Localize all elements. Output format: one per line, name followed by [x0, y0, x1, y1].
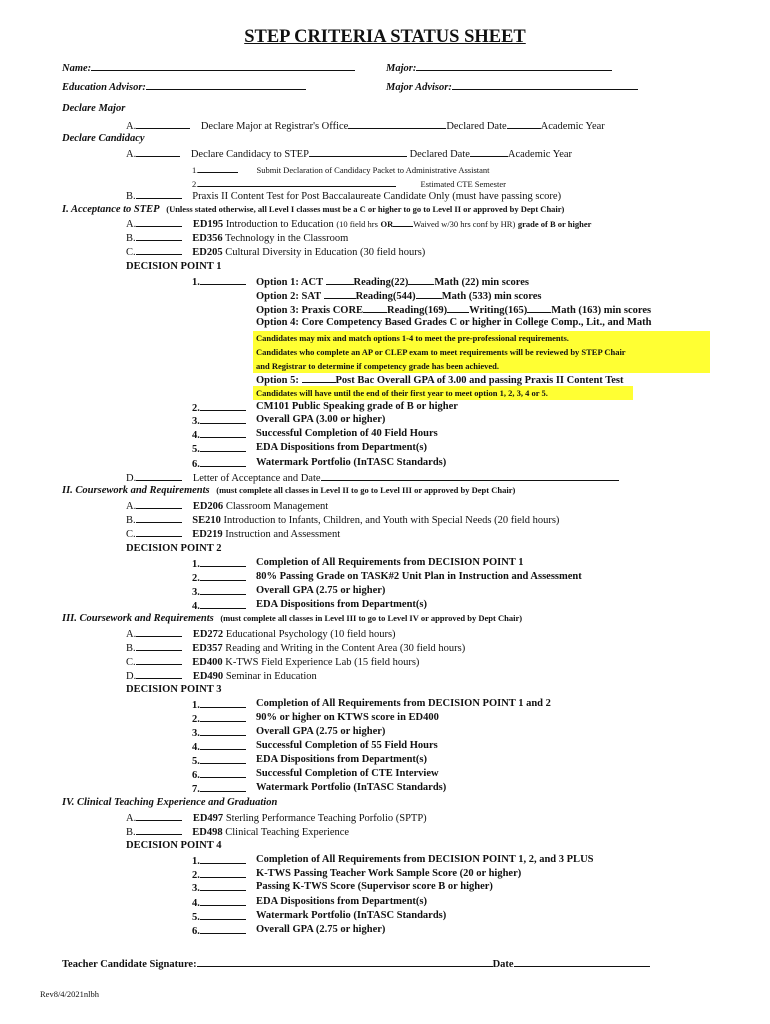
- option1-math: Math (22) min scores: [434, 277, 529, 288]
- highlight-line1: Candidates may mix and match options 1-4 to meet the pre-professional requirements.: [256, 333, 569, 343]
- item-num: 3.: [192, 416, 200, 427]
- course-check[interactable]: [136, 526, 182, 537]
- course-note-hrs: (10 field hrs: [336, 219, 378, 229]
- course-title: Sterling Performance Teaching Porfolio (SPTP): [225, 813, 427, 824]
- item-num: 4.: [192, 601, 200, 612]
- course-check[interactable]: [136, 244, 182, 255]
- item-num: 3.: [192, 587, 200, 598]
- course-check[interactable]: [136, 810, 182, 821]
- major-label: Major:: [386, 63, 417, 74]
- declare-major-prefix: A.: [126, 121, 137, 132]
- item-check[interactable]: [200, 456, 246, 467]
- course-title: Clinical Teaching Experience: [225, 827, 350, 838]
- item-check[interactable]: [200, 909, 246, 920]
- item-text: Watermark Portfolio (InTASC Standards): [256, 910, 447, 921]
- section2-course: [126, 526, 340, 542]
- item-check[interactable]: [200, 867, 246, 878]
- major-field[interactable]: [386, 60, 612, 76]
- decision-point-1-title: DECISION POINT 1: [126, 261, 222, 272]
- declare-candidacy-date-label: Declared Date: [409, 149, 470, 160]
- course-code: ED219: [192, 529, 223, 540]
- declare-major-row: [126, 118, 605, 134]
- section3-note: (must complete all classes in Level III to go to Level IV or approved by Dept Chair): [220, 613, 523, 623]
- course-title: Cultural Diversity in Education (30 field hours): [225, 247, 426, 258]
- course-check[interactable]: [136, 512, 182, 523]
- course-code: ED498: [192, 827, 223, 838]
- declare-major-check[interactable]: [136, 118, 190, 129]
- option3-label: Option 3: Praxis CORE: [256, 305, 364, 316]
- option2-math: Math (533) min scores: [441, 291, 542, 302]
- item-check[interactable]: [200, 895, 246, 906]
- item-num: 2.: [192, 714, 200, 725]
- item-check[interactable]: [200, 400, 246, 411]
- candidacy-b-text: Praxis II Content Test for Post Baccalaureate Candidate Only (must have passing score): [192, 191, 562, 202]
- course-code: ED195: [192, 219, 224, 230]
- item-num: 1.: [192, 277, 200, 288]
- highlight-line4: Candidates will have until the end of their first year to meet option 1, 2, 3, 4 or 5.: [256, 388, 548, 398]
- item-num: 6.: [192, 459, 200, 470]
- course-code: ED206: [192, 501, 224, 512]
- d-prefix: D.: [126, 473, 137, 484]
- course-prefix: D.: [126, 671, 137, 682]
- course-code: ED497: [192, 813, 224, 824]
- option5-label: Option 5:: [256, 375, 299, 386]
- item-text: Completion of All Requirements from DECISION POINT 1, 2, and 3 PLUS: [256, 854, 594, 865]
- education-advisor-input[interactable]: [146, 79, 306, 90]
- item-check[interactable]: [200, 711, 246, 722]
- declare-major-date-input[interactable]: [507, 118, 541, 129]
- candidacy-sub2-prefix: 2.: [192, 179, 199, 189]
- dp1-item-5: [192, 441, 428, 457]
- declare-major-blank[interactable]: [348, 118, 446, 129]
- decision-point-3-title: DECISION POINT 3: [126, 684, 222, 695]
- item-text: Completion of All Requirements from DECISION POINT 1: [256, 557, 524, 568]
- item-num: 5.: [192, 444, 200, 455]
- course-prefix: C.: [126, 529, 136, 540]
- section4-course: [126, 824, 349, 840]
- declare-candidacy-blank[interactable]: [309, 146, 407, 157]
- item-check[interactable]: [200, 570, 246, 581]
- signature-input[interactable]: [197, 956, 493, 967]
- section2-note: (must complete all classes in Level II to go to Level III or approved by Dept Chair): [216, 485, 516, 495]
- option3-reading: Reading(169): [387, 305, 448, 316]
- dp4-item: [192, 880, 493, 896]
- declare-candidacy-date-input[interactable]: [470, 146, 508, 157]
- item-text: Overall GPA (2.75 or higher): [256, 585, 386, 596]
- item-num: 2.: [192, 573, 200, 584]
- act-reading-input[interactable]: [326, 274, 354, 285]
- d-text: Letter of Acceptance and Date: [192, 473, 321, 484]
- major-advisor-field[interactable]: [386, 79, 638, 95]
- course-grade-note: grade of B or higher: [517, 219, 592, 229]
- item-num: 5.: [192, 756, 200, 767]
- name-input[interactable]: [91, 60, 355, 71]
- major-input[interactable]: [416, 60, 612, 71]
- sat-reading-input[interactable]: [324, 288, 356, 299]
- item-text: Completion of All Requirements from DECISION POINT 1 and 2: [256, 698, 551, 709]
- course-title: Classroom Management: [225, 501, 329, 512]
- section1-note: (Unless stated otherwise, all Level I classes must be a C or higher to go to Level II or approved by Dept Chair): [166, 204, 565, 214]
- d-check[interactable]: [136, 470, 182, 481]
- candidacy-b-prefix: B.: [126, 191, 136, 202]
- course-code: ED205: [192, 247, 223, 258]
- course-code: ED272: [192, 629, 224, 640]
- course-prefix: A.: [126, 501, 137, 512]
- item-text: Overall GPA (2.75 or higher): [256, 726, 386, 737]
- candidacy-sub1-check[interactable]: [198, 162, 238, 173]
- course-title: Reading and Writing in the Content Area (30 field hours): [225, 643, 466, 654]
- candidacy-sub1-row: [192, 162, 490, 177]
- decision-point-4-title: DECISION POINT 4: [126, 840, 222, 851]
- option3-writing: Writing(165): [469, 305, 528, 316]
- item-num: 1.: [192, 856, 200, 867]
- core-reading-input[interactable]: [363, 302, 387, 313]
- course-check[interactable]: [136, 230, 182, 241]
- item-num: 3.: [192, 728, 200, 739]
- course-code: SE210: [192, 515, 221, 526]
- item-num: 2.: [192, 403, 200, 414]
- course-check[interactable]: [136, 654, 182, 665]
- course-check[interactable]: [136, 824, 182, 835]
- item-check[interactable]: [200, 598, 246, 609]
- item-text: EDA Dispositions from Department(s): [256, 599, 428, 610]
- course-prefix: C.: [126, 247, 136, 258]
- item-check[interactable]: [200, 427, 246, 438]
- item-check[interactable]: [200, 781, 246, 792]
- item-text: 90% or higher on KTWS score in ED400: [256, 712, 439, 723]
- declare-candidacy-check[interactable]: [136, 146, 180, 157]
- postbac-input[interactable]: [302, 372, 336, 383]
- waived-check[interactable]: [393, 216, 413, 227]
- declare-candidacy-heading: Declare Candidacy: [62, 133, 145, 144]
- item-check[interactable]: [200, 584, 246, 595]
- item-check[interactable]: [200, 556, 246, 567]
- item-num: 6.: [192, 926, 200, 937]
- candidacy-sub2-text: Estimated CTE Semester: [420, 179, 506, 189]
- name-label: Name:: [62, 63, 92, 74]
- sat-math-input[interactable]: [416, 288, 442, 299]
- item-text: Watermark Portfolio (InTASC Standards): [256, 457, 447, 468]
- declare-candidacy-prefix: A.: [126, 149, 137, 160]
- section4-heading: IV. Clinical Teaching Experience and Graduation: [62, 797, 278, 808]
- course-prefix: C.: [126, 657, 136, 668]
- option5-text: Post Bac Overall GPA of 3.00 and passing Praxis II Content Test: [335, 375, 624, 386]
- declare-major-text: Declare Major at Registrar's Office: [200, 121, 349, 132]
- candidacy-b-check[interactable]: [136, 188, 182, 199]
- item-num: 4.: [192, 742, 200, 753]
- declare-major-year-label: Academic Year: [540, 121, 605, 132]
- item-text: CM101 Public Speaking grade of B or higher: [256, 401, 458, 412]
- item-text: EDA Dispositions from Department(s): [256, 754, 428, 765]
- section3-header: [62, 611, 522, 626]
- item-num: 7.: [192, 784, 200, 795]
- section1-heading: I. Acceptance to STEP: [62, 204, 160, 215]
- option1-reading: Reading(22): [353, 277, 409, 288]
- course-note-or: OR: [380, 219, 394, 229]
- revision-note: Rev8/4/2021nlbh: [40, 989, 100, 999]
- date-label: Date: [492, 959, 514, 970]
- item-text: K-TWS Passing Teacher Work Sample Score (20 or higher): [256, 868, 522, 879]
- item-num: 1.: [192, 559, 200, 570]
- item-check[interactable]: [200, 739, 246, 750]
- major-advisor-label: Major Advisor:: [386, 82, 452, 93]
- course-title: Introduction to Education: [225, 219, 334, 230]
- course-prefix: B.: [126, 827, 136, 838]
- course-prefix: B.: [126, 515, 136, 526]
- item-text: EDA Dispositions from Department(s): [256, 442, 428, 453]
- item-text: Overall GPA (2.75 or higher): [256, 924, 386, 935]
- course-code: ED400: [192, 657, 223, 668]
- dp3-item: [192, 781, 447, 797]
- item-text: EDA Dispositions from Department(s): [256, 896, 428, 907]
- course-title: Technology in the Classroom: [225, 233, 349, 244]
- item-text: Watermark Portfolio (InTASC Standards): [256, 782, 447, 793]
- item-check[interactable]: [200, 274, 246, 285]
- item-check[interactable]: [200, 697, 246, 708]
- item-num: 5.: [192, 912, 200, 923]
- declare-candidacy-text: Declare Candidacy to STEP: [190, 149, 309, 160]
- item-text: Successful Completion of 40 Field Hours: [256, 428, 438, 439]
- course-title: Educational Psychology (10 field hours): [225, 629, 396, 640]
- core-writing-input[interactable]: [447, 302, 469, 313]
- section3-course: [126, 668, 317, 684]
- highlight-line2: Candidates who complete an AP or CLEP exam to meet requirements will be reviewed by STEP Chair: [256, 347, 626, 357]
- item-text: Overall GPA (3.00 or higher): [256, 414, 386, 425]
- item-num: 3.: [192, 883, 200, 894]
- course-prefix: B.: [126, 233, 136, 244]
- course-title: K-TWS Field Experience Lab (15 field hours): [225, 657, 420, 668]
- item-num: 6.: [192, 770, 200, 781]
- course-prefix: A.: [126, 219, 137, 230]
- act-math-input[interactable]: [408, 274, 434, 285]
- item-text: Passing K-TWS Score (Supervisor score B or higher): [256, 881, 493, 892]
- course-code: ED356: [192, 233, 223, 244]
- option3-math: Math (163) min scores: [551, 305, 652, 316]
- course-prefix: A.: [126, 629, 137, 640]
- course-title: Introduction to Infants, Children, and Youth with Special Needs (20 field hours): [223, 515, 560, 526]
- decision-point-2-title: DECISION POINT 2: [126, 543, 222, 554]
- option1-label: Option 1: ACT: [256, 277, 323, 288]
- declare-candidacy-year-label: Academic Year: [507, 149, 573, 160]
- highlight-line3: and Registrar to determine if competency grade has been achieved.: [256, 361, 499, 371]
- declare-major-heading: Declare Major: [62, 103, 126, 114]
- date-input[interactable]: [514, 956, 650, 967]
- section1-course-c: [126, 244, 425, 260]
- course-check[interactable]: [136, 668, 182, 679]
- signature-label: Teacher Candidate Signature:: [62, 959, 197, 970]
- major-advisor-input[interactable]: [452, 79, 638, 90]
- course-prefix: A.: [126, 813, 137, 824]
- item-text: Successful Completion of 55 Field Hours: [256, 740, 438, 751]
- candidacy-sub1-text: Submit Declaration of Candidacy Packet to Administrative Assistant: [256, 165, 490, 175]
- course-title: Seminar in Education: [225, 671, 317, 682]
- item-check[interactable]: [200, 853, 246, 864]
- name-field[interactable]: [62, 60, 355, 76]
- item-check[interactable]: [200, 880, 246, 891]
- acceptance-date-input[interactable]: [321, 470, 619, 481]
- item-num: 1.: [192, 700, 200, 711]
- item-check[interactable]: [200, 753, 246, 764]
- core-math-input[interactable]: [527, 302, 551, 313]
- section3-heading: III. Coursework and Requirements: [62, 613, 214, 624]
- course-prefix: B.: [126, 643, 136, 654]
- item-text: Successful Completion of CTE Interview: [256, 768, 439, 779]
- dp4-item: [192, 923, 386, 939]
- option2-reading: Reading(544): [355, 291, 416, 302]
- course-code: ED357: [192, 643, 223, 654]
- candidacy-sub1-prefix: 1.: [192, 165, 199, 175]
- item-check[interactable]: [200, 767, 246, 778]
- option2-label: Option 2: SAT: [256, 291, 321, 302]
- course-check[interactable]: [136, 640, 182, 651]
- item-num: 4.: [192, 898, 200, 909]
- item-text: 80% Passing Grade on TASK#2 Unit Plan in Instruction and Assessment: [256, 571, 582, 582]
- page-title: STEP CRITERIA STATUS SHEET: [244, 27, 526, 47]
- item-check[interactable]: [200, 413, 246, 424]
- declare-major-date-label: Declared Date: [446, 121, 507, 132]
- item-num: 2.: [192, 870, 200, 881]
- item-check[interactable]: [200, 923, 246, 934]
- education-advisor-field[interactable]: [62, 79, 306, 95]
- section2-heading: II. Coursework and Requirements: [62, 485, 210, 496]
- education-advisor-label: Education Advisor:: [62, 82, 146, 93]
- course-note-waived: Waived w/30 hrs conf by HR): [413, 219, 516, 229]
- course-code: ED490: [192, 671, 224, 682]
- course-check[interactable]: [136, 626, 182, 637]
- item-num: 4.: [192, 430, 200, 441]
- course-title: Instruction and Assessment: [225, 529, 341, 540]
- candidacy-sub2-check[interactable]: [198, 176, 396, 187]
- section1-header: [62, 202, 564, 217]
- item-check[interactable]: [200, 441, 246, 452]
- course-check[interactable]: [136, 216, 182, 227]
- signature-row: [62, 956, 650, 972]
- option4-text: Option 4: Core Competency Based Grades C or higher in College Comp., Lit., and Math: [256, 317, 652, 328]
- dp1-item1-row: [192, 274, 246, 290]
- item-check[interactable]: [200, 725, 246, 736]
- declare-candidacy-row: [126, 146, 572, 162]
- course-check[interactable]: [136, 498, 182, 509]
- section2-header: [62, 483, 515, 498]
